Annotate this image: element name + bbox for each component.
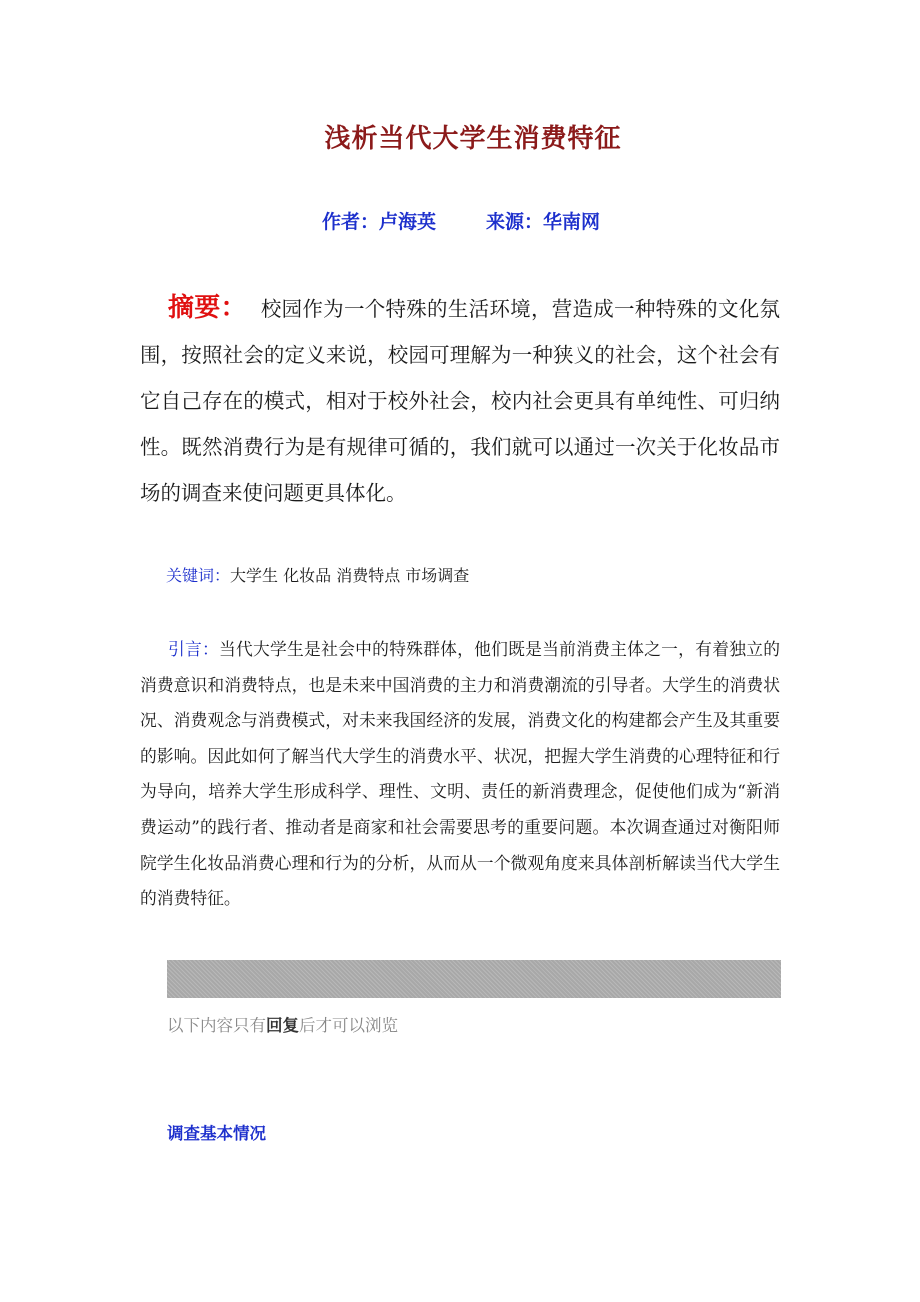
hidden-content-bar — [167, 960, 781, 998]
abstract-text: 校园作为一个特殊的生活环境，营造成一种特殊的文化氛围，按照社会的定义来说，校园可理解为一种狭义的社会，这个社会有它自己存在的模式，相对于校外社会，校内社会更具有单纯性、可归纳性。既然消费行为是有规律可循的，我们就可以通过一次关于化妆品市场的调查来使问题更具体化。 — [140, 297, 780, 505]
intro-paragraph — [140, 632, 780, 917]
article-title: 浅析当代大学生消费特征 — [324, 124, 622, 154]
byline — [322, 207, 600, 234]
section-heading: 调查基本情况 — [167, 1124, 266, 1143]
source-label: 来源：华南网 — [486, 211, 601, 233]
keywords-line — [166, 563, 469, 586]
intro-label: 引言： — [168, 639, 220, 659]
intro-text: 当代大学生是社会中的特殊群体，他们既是当前消费主体之一，有着独立的消费意识和消费特点，也是未来中国消费的主力和消费潮流的引导者。大学生的消费状况、消费观念与消费模式，对未来我国经济的发展，消费文化的构建都会产生及其重要的影响。因此如何了解当代大学生的消费水平、状况，把握大学生消费的心理特征和行为导向，培养大学生形成科学、理性、文明、责任的新消费理念，促使他们成为“新消费运动”的践行者、推动者是商家和社会需要思考的重要问题。本次调查通过对衡阳师院学生化妆品消费心理和行为的分析，从而从一个微观角度来具体剖析解读当代大学生的消费特征。 — [140, 639, 780, 909]
reply-notice-after: 后才可以浏览 — [299, 1016, 398, 1035]
reply-notice-before: 以下内容只有 — [167, 1016, 266, 1035]
author-label: 作者：卢海英 — [322, 211, 437, 233]
reply-notice-strong: 回复 — [266, 1016, 299, 1035]
keywords-text: 大学生 化妆品 消费特点 市场调查 — [230, 566, 470, 585]
abstract-label: 摘要： — [168, 293, 247, 323]
keywords-label: 关键词： — [166, 566, 231, 585]
reply-required-notice — [167, 1012, 398, 1036]
abstract-paragraph — [140, 285, 780, 516]
